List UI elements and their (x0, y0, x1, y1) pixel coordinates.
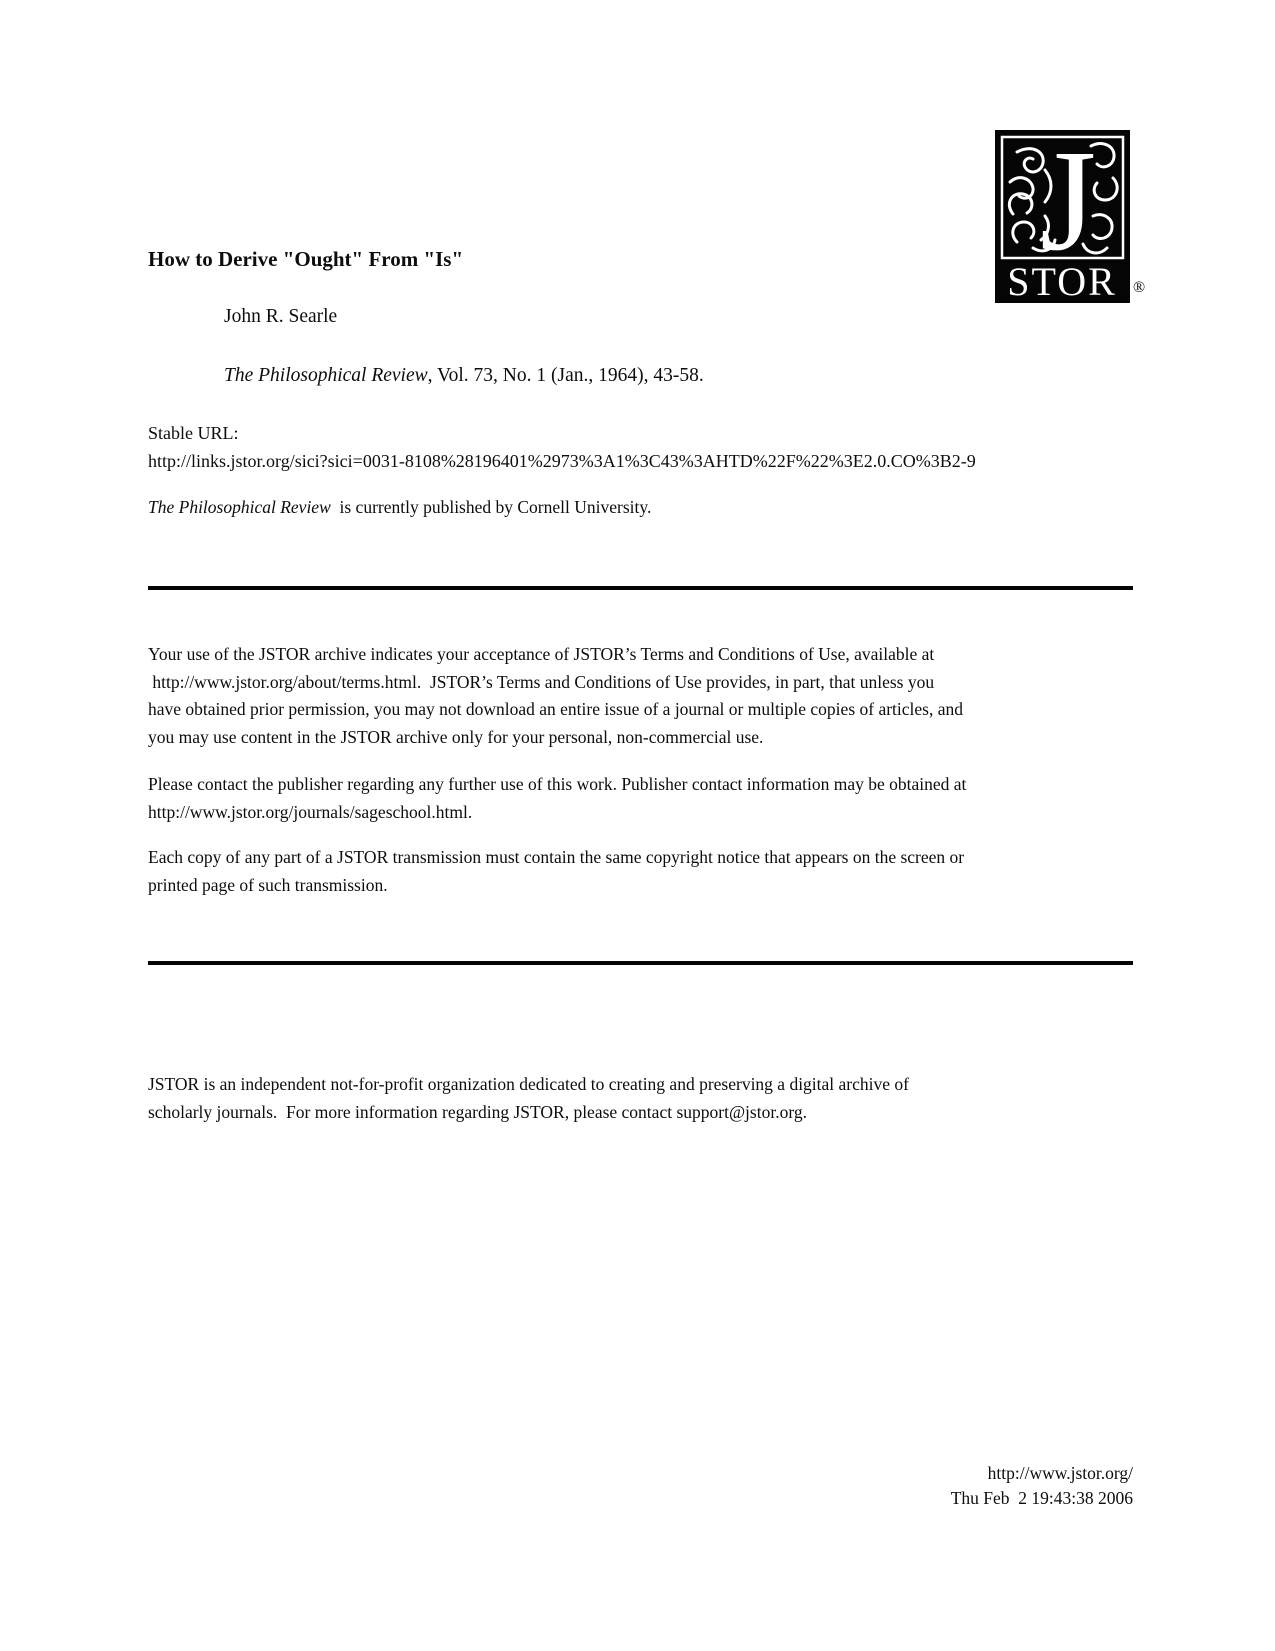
logo-stor-letters: STOR (1007, 259, 1117, 303)
text-line: http://www.jstor.org/journals/sageschool.html. (148, 801, 473, 822)
publisher-contact-paragraph (148, 771, 966, 826)
text-line: printed page of such transmission. (148, 874, 388, 895)
copyright-notice-paragraph (148, 844, 964, 899)
jstor-logo-icon (995, 130, 1130, 303)
jstor-logo (995, 130, 1130, 303)
footer-timestamp: Thu Feb 2 19:43:38 2006 (950, 1488, 1133, 1508)
text-line: you may use content in the JSTOR archive only for your personal, non-commercial use. (148, 726, 764, 747)
about-jstor-paragraph (148, 1071, 909, 1126)
horizontal-rule-bottom (148, 961, 1133, 965)
logo-j-letter: J (1039, 130, 1097, 281)
stable-url-link: http://links.jstor.org/sici?sici=0031-8108%28196401%2973%3A1%3C43%3AHTD%22F%22%3E2.0.CO%3B2-9 (148, 451, 976, 471)
horizontal-rule-top (148, 586, 1133, 590)
registered-trademark-symbol: ® (1133, 279, 1146, 296)
text-line: have obtained prior permission, you may not download an entire issue of a journal or multiple copies of articles, and (148, 699, 963, 720)
publisher-line (148, 497, 651, 518)
footer-url: http://www.jstor.org/ (987, 1463, 1133, 1483)
text-line: http://www.jstor.org/about/terms.html. JSTOR’s Terms and Conditions of Use provides, in part, that unless you (148, 671, 935, 692)
text-line: Your use of the JSTOR archive indicates your acceptance of JSTOR’s Terms and Conditions of Use, available at (148, 644, 935, 664)
article-author: John R. Searle (224, 306, 338, 327)
text-line: JSTOR is an independent not-for-profit organization dedicated to creating and preserving a digital archive of (148, 1074, 909, 1094)
terms-of-use-paragraph (148, 641, 963, 751)
text-line: scholarly journals. For more information regarding JSTOR, please contact support@jstor.org. (148, 1101, 807, 1122)
publisher-journal-name: The Philosophical Review (148, 497, 331, 517)
journal-citation (224, 365, 704, 387)
publisher-line-rest: is currently published by Cornell University. (330, 497, 652, 517)
journal-name: The Philosophical Review (224, 365, 428, 386)
text-line: Each copy of any part of a JSTOR transmission must contain the same copyright notice that appears on the screen or (148, 847, 965, 867)
article-title: How to Derive "Ought" From "Is" (148, 247, 464, 271)
text-line: Please contact the publisher regarding any further use of this work. Publisher contact information may be obtained at (148, 774, 967, 794)
stable-url-label: Stable URL: (148, 423, 239, 443)
footer (951, 1461, 1133, 1511)
journal-citation-details: , Vol. 73, No. 1 (Jan., 1964), 43-58. (427, 365, 704, 386)
